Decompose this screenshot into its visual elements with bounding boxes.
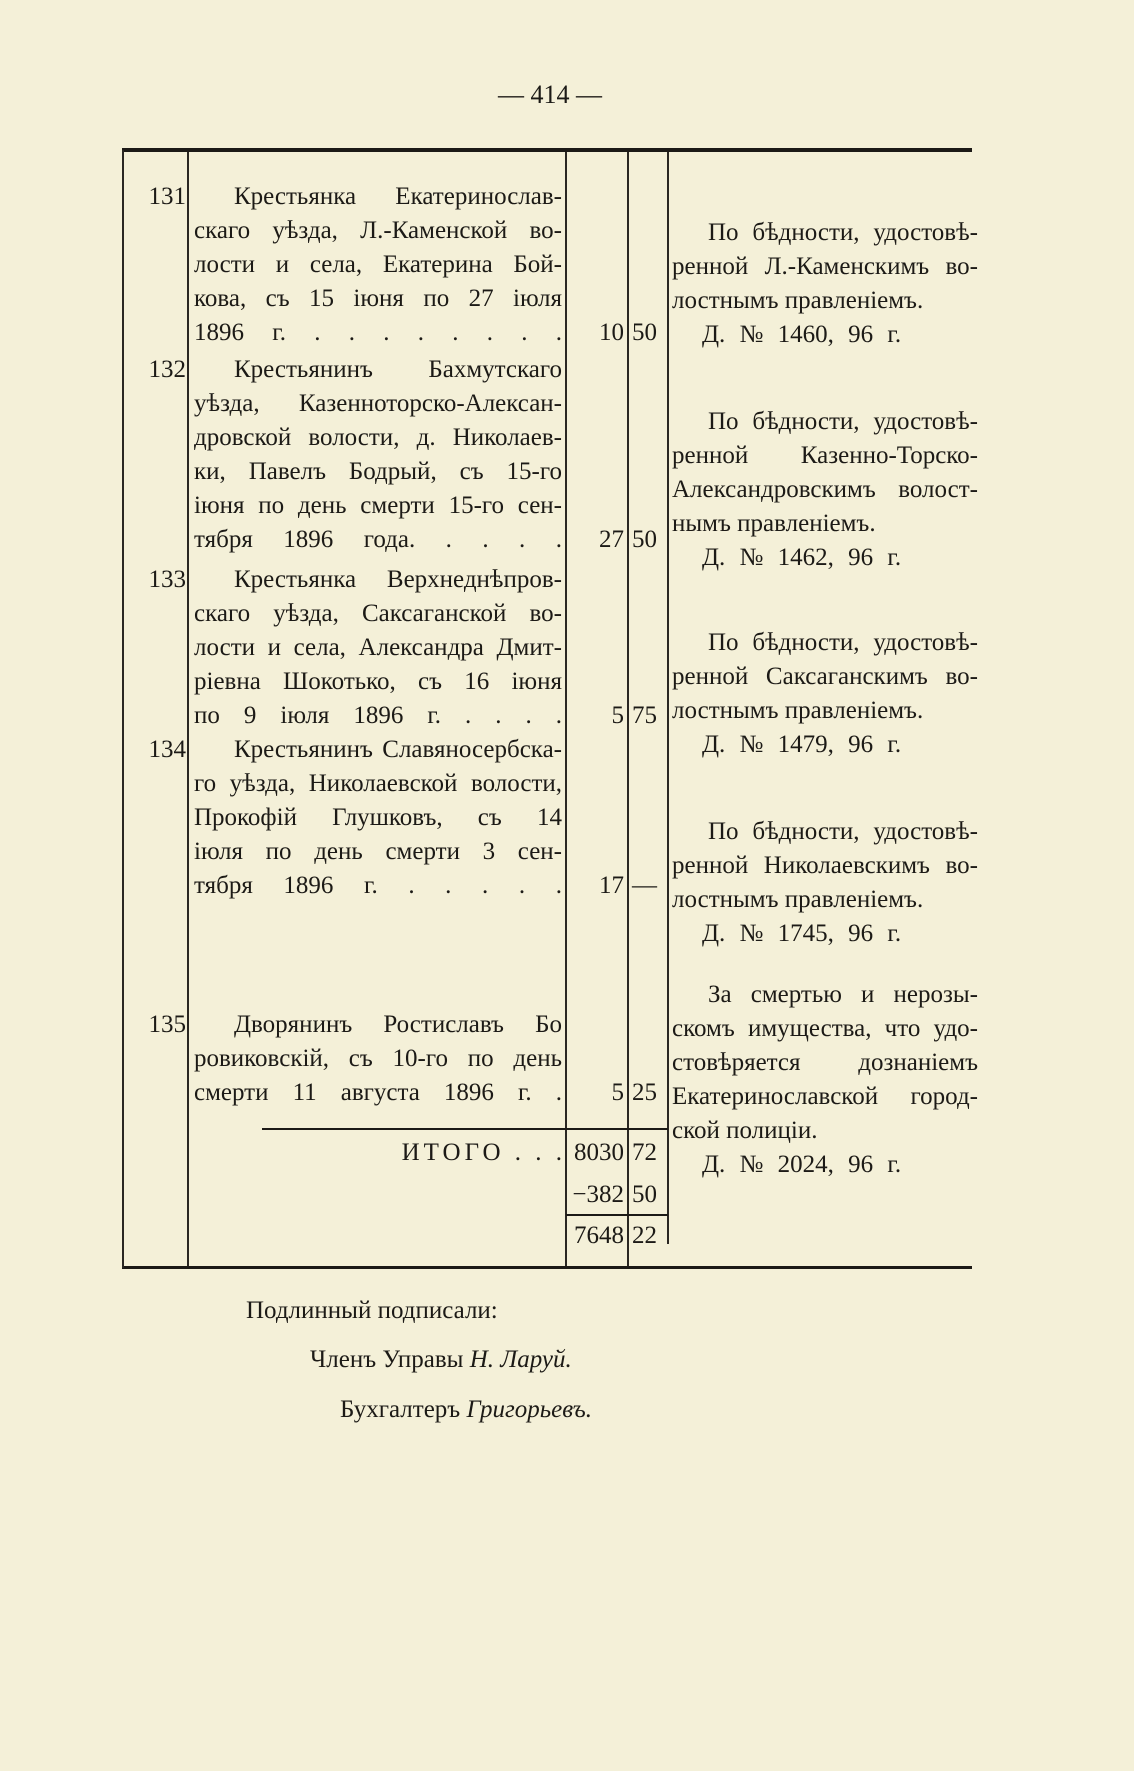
entry-case-reference: Д. № 1462, 96 г. — [702, 544, 902, 571]
entry-description-line: іюня по день смерти 15-го сен- — [194, 492, 562, 519]
entry-rubles: 5 — [611, 702, 624, 729]
table-bottom-rule — [122, 1266, 972, 1269]
entry-number: 132 — [148, 356, 186, 383]
entry-description-line: уѣзда, Казенноторско-Алексан- — [194, 390, 562, 417]
table-top-rule — [122, 148, 972, 152]
column-divider-number — [187, 152, 189, 1266]
entry-description-line: кова, съ 15 іюня по 27 іюля — [194, 285, 562, 312]
entry-kopecks: 50 — [632, 526, 657, 553]
entry-description-line: 1896 г. . . . . . . . . — [194, 319, 562, 346]
entry-note-line: ской полиціи. — [672, 1117, 818, 1144]
entry-description-line: Прокофій Глушковъ, съ 14 — [194, 804, 562, 831]
total-sum-kopecks: 72 — [632, 1139, 657, 1166]
entry-description-line: дровской волости, д. Николаев- — [194, 424, 562, 451]
entry-note-line: стовѣряется дознаніемъ — [672, 1049, 978, 1076]
entry-note-line: По бѣдности, удостовѣ- — [708, 408, 978, 435]
entry-note-line: По бѣдности, удостовѣ- — [708, 629, 978, 656]
entry-description-line: Крестьянинъ Бахмутскаго — [234, 356, 562, 383]
entry-number: 135 — [148, 1011, 186, 1038]
member-signature — [310, 1343, 572, 1377]
entry-case-reference: Д. № 2024, 96 г. — [702, 1151, 902, 1178]
deduction-rubles: −382 — [572, 1181, 624, 1208]
entry-description-line: лости и села, Александра Дмит- — [194, 634, 562, 661]
entry-kopecks: 50 — [632, 319, 657, 346]
member-title: Членъ Управы — [310, 1346, 464, 1373]
entry-note-line: ренной Казенно-Торско- — [672, 442, 978, 469]
entry-case-reference: Д. № 1745, 96 г. — [702, 920, 902, 947]
entry-note-line: нымъ правленіемъ. — [672, 510, 876, 537]
deduction-kopecks: 50 — [632, 1181, 657, 1208]
entry-description-line: Крестьянинъ Славяносербска- — [234, 736, 562, 763]
entry-rubles: 17 — [599, 872, 624, 899]
entry-description-line: Крестьянка Екатеринослав- — [234, 183, 562, 210]
entry-note-line: лостнымъ правленіемъ. — [672, 697, 924, 724]
entry-number: 133 — [148, 566, 186, 593]
entry-number: 131 — [148, 183, 186, 210]
entry-description-line: лости и села, Екатерина Бой- — [194, 251, 562, 278]
entry-case-reference: Д. № 1460, 96 г. — [702, 321, 902, 348]
entry-note-line: По бѣдности, удостовѣ- — [708, 818, 978, 845]
page-number: — 414 — — [498, 80, 602, 109]
entry-description-line: ріевна Шокотько, съ 16 іюня — [194, 668, 562, 695]
entry-description-line: го уѣзда, Николаевской волости, — [194, 770, 562, 797]
signatures-heading: Подлинный подписали: — [246, 1297, 498, 1324]
table-left-border — [122, 150, 124, 1268]
total-sum-rubles: 8030 — [574, 1139, 624, 1166]
entry-number: 134 — [148, 736, 186, 763]
entry-rubles: 5 — [611, 1079, 624, 1106]
entry-note-line: ренной Саксаганскимъ во- — [672, 663, 978, 690]
entry-description-line: смерти 11 августа 1896 г. . — [194, 1079, 562, 1106]
total-label: ИТОГО . . . — [401, 1139, 566, 1166]
entry-description-line: тября 1896 г. . . . . . — [194, 872, 562, 899]
member-name: Н. Ларуй. — [469, 1346, 572, 1373]
entry-description-line: по 9 іюля 1896 г. . . . . — [194, 702, 562, 729]
accountant-name: Григорьевъ. — [466, 1396, 592, 1423]
entry-description-line: тября 1896 года. . . . . — [194, 526, 562, 553]
total-rule — [262, 1128, 668, 1130]
entry-note-line: ренной Л.-Каменскимъ во- — [672, 253, 978, 280]
accountant-signature — [340, 1393, 592, 1427]
net-rule — [566, 1214, 668, 1216]
entry-note-line: ренной Николаевскимъ во- — [672, 852, 978, 879]
entry-case-reference: Д. № 1479, 96 г. — [702, 731, 902, 758]
entry-kopecks: — — [632, 872, 657, 899]
entry-description-line: ки, Павелъ Бодрый, съ 15-го — [194, 458, 562, 485]
net-rubles: 7648 — [574, 1222, 624, 1249]
entry-note-line: лостнымъ правленіемъ. — [672, 287, 924, 314]
entry-note-line: По бѣдности, удостовѣ- — [708, 219, 978, 246]
entry-description-line: іюля по день смерти 3 сен- — [194, 838, 562, 865]
entry-note-line: лостнымъ правленіемъ. — [672, 886, 924, 913]
entry-kopecks: 75 — [632, 702, 657, 729]
entry-rubles: 10 — [599, 319, 624, 346]
entry-note-line: Александровскимъ волост- — [672, 476, 978, 503]
column-divider-rubles — [627, 152, 629, 1266]
entry-description-line: Крестьянка Верхнеднѣпров- — [234, 566, 562, 593]
entry-note-line: скомъ имущества, что удо- — [672, 1015, 978, 1042]
entry-description-line: скаго уѣзда, Саксаганской во- — [194, 600, 562, 627]
entry-description-line: ровиковскій, съ 10-го по день — [194, 1045, 562, 1072]
entry-description-line: скаго уѣзда, Л.-Каменской во- — [194, 217, 562, 244]
entry-description-line: Дворянинъ Ростиславъ Бо — [234, 1011, 562, 1038]
entry-kopecks: 25 — [632, 1079, 657, 1106]
entry-note-line: Екатеринославской город- — [672, 1083, 978, 1110]
entry-rubles: 27 — [599, 526, 624, 553]
column-divider-description — [565, 152, 567, 1266]
net-kopecks: 22 — [632, 1222, 657, 1249]
accountant-title: Бухгалтеръ — [340, 1396, 461, 1423]
entry-note-line: За смертью и нерозы- — [708, 981, 978, 1008]
